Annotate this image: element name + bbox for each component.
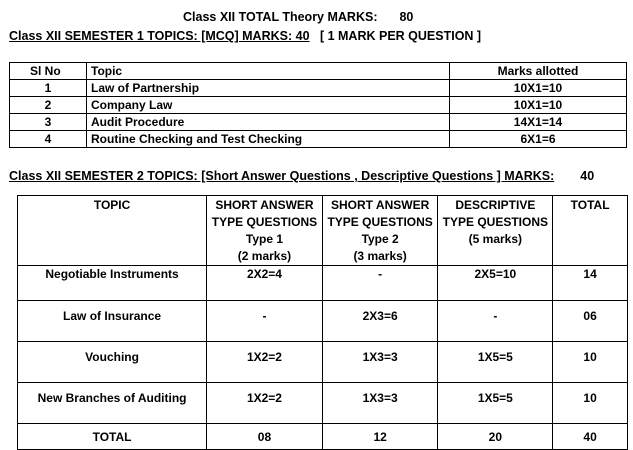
sl-no-cell: 3 — [10, 114, 87, 131]
table-row — [18, 301, 628, 342]
semester2-heading-line — [9, 169, 594, 183]
header-line: SHORT ANSWER — [215, 198, 314, 212]
header-line: Type 2 — [361, 232, 399, 246]
marks-cell: 6X1=6 — [450, 131, 627, 148]
header-line: SHORT ANSWER — [331, 198, 430, 212]
sa1-cell: 1X2=2 — [207, 383, 323, 424]
column-header-descriptive — [438, 196, 553, 266]
sl-no-cell: 4 — [10, 131, 87, 148]
topic-cell: Negotiable Instruments — [18, 266, 207, 301]
header-line: Type 1 — [245, 232, 284, 246]
sa1-cell: 2X2=4 — [207, 266, 323, 301]
topic-cell: New Branches of Auditing — [18, 383, 207, 424]
desc-cell: 1X5=5 — [438, 383, 553, 424]
desc-cell: 2X5=10 — [438, 266, 553, 301]
topic-cell: Company Law — [87, 97, 450, 114]
total-cell: 10 — [553, 383, 628, 424]
sa2-cell: 1X3=3 — [322, 342, 438, 383]
table-header-row — [10, 63, 627, 80]
column-header-short-answer-1 — [207, 196, 323, 266]
table-row — [10, 131, 627, 148]
title-label: Class XII TOTAL Theory MARKS: — [183, 10, 378, 24]
topic-cell: Audit Procedure — [87, 114, 450, 131]
column-header-marks: Marks allotted — [450, 63, 627, 80]
totals-label: TOTAL — [18, 424, 207, 450]
sl-no-cell: 1 — [10, 80, 87, 97]
total-cell: 10 — [553, 342, 628, 383]
sa2-cell: - — [322, 266, 438, 301]
column-header-total: TOTAL — [553, 196, 628, 266]
header-line: (2 marks) — [237, 249, 292, 263]
topic-cell: Routine Checking and Test Checking — [87, 131, 450, 148]
marks-cell: 14X1=14 — [450, 114, 627, 131]
table-row — [10, 80, 627, 97]
sa1-total: 08 — [207, 424, 323, 450]
header-line: TYPE QUESTIONS — [442, 215, 549, 229]
header-line: DESCRIPTIVE — [455, 198, 536, 212]
semester1-table — [9, 62, 627, 148]
topic-cell: Vouching — [18, 342, 207, 383]
topic-cell: Law of Insurance — [18, 301, 207, 342]
table-row — [18, 342, 628, 383]
grand-total: 40 — [553, 424, 628, 450]
total-cell: 06 — [553, 301, 628, 342]
column-header-topic: Topic — [87, 63, 450, 80]
semester2-marks: 40 — [580, 169, 595, 183]
semester2-heading: Class XII SEMESTER 2 TOPICS: [Short Answer Questions , Descriptive Questions ] MARKS: — [9, 169, 555, 183]
table-header-row — [18, 196, 628, 266]
header-line: TYPE QUESTIONS — [211, 215, 318, 229]
semester2-table — [17, 195, 628, 450]
header-line: (3 marks) — [353, 249, 407, 263]
table-row — [10, 97, 627, 114]
table-row — [18, 266, 628, 301]
desc-cell: - — [438, 301, 553, 342]
header-line: (5 marks) — [468, 232, 523, 246]
marks-cell: 10X1=10 — [450, 97, 627, 114]
sa2-cell: 2X3=6 — [322, 301, 438, 342]
marks-cell: 10X1=10 — [450, 80, 627, 97]
sa2-cell: 1X3=3 — [322, 383, 438, 424]
sl-no-cell: 2 — [10, 97, 87, 114]
semester1-heading-line — [9, 29, 481, 43]
topic-cell: Law of Partnership — [87, 80, 450, 97]
sa1-cell: - — [207, 301, 323, 342]
sa2-total: 12 — [322, 424, 438, 450]
semester1-note: [ 1 MARK PER QUESTION ] — [319, 29, 482, 43]
total-cell: 14 — [553, 266, 628, 301]
title-marks: 80 — [399, 10, 414, 24]
page-title — [183, 10, 413, 24]
desc-cell: 1X5=5 — [438, 342, 553, 383]
semester1-heading: Class XII SEMESTER 1 TOPICS: [MCQ] MARKS: 40 — [9, 29, 310, 43]
sa1-cell: 1X2=2 — [207, 342, 323, 383]
column-header-topic: TOPIC — [18, 196, 207, 266]
desc-total: 20 — [438, 424, 553, 450]
header-line: TYPE QUESTIONS — [327, 215, 433, 229]
table-row — [10, 114, 627, 131]
column-header-short-answer-2 — [322, 196, 438, 266]
column-header-slno: Sl No — [10, 63, 87, 80]
table-row — [18, 383, 628, 424]
totals-row — [18, 424, 628, 450]
